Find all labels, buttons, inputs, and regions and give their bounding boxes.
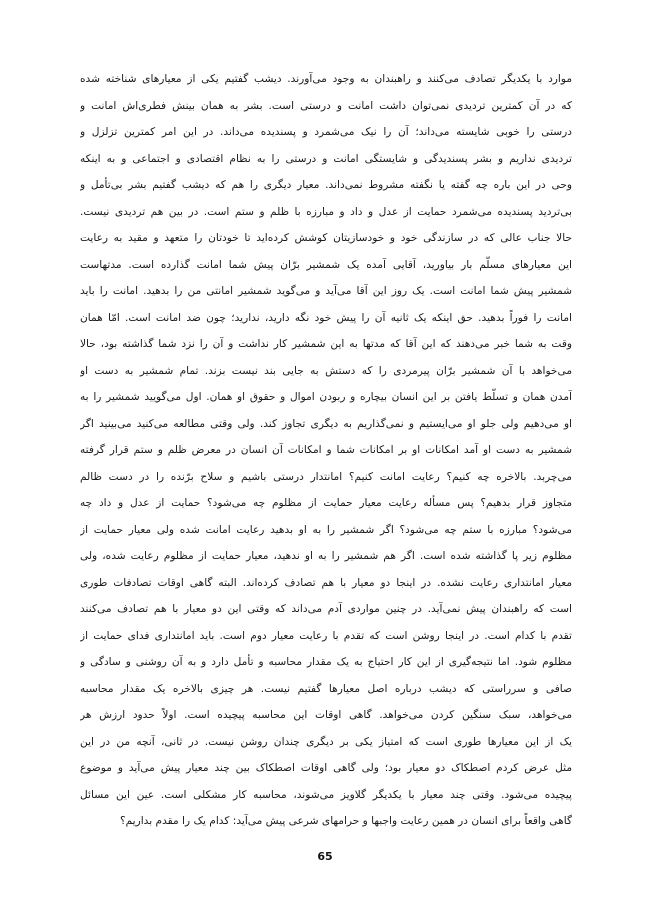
- text-line-1: موارد با یکدیگر تصادف می‌کنند و راهبندان به وجود می‌آورند. دیشب گفتیم یکی از معیارهای شناخته شده: [80, 73, 572, 85]
- text-line-17: متجاوز قرار بدهیم؟ پس مسأله رعایت معیار حمایت از مظلوم چه می‌شود؟ حمایت از عدل و داد چه: [80, 497, 572, 509]
- body-text: [80, 66, 572, 835]
- text-line-7: حالا جناب عالی که در سازندگی خود و خودسازیتان کوشش کرده‌اید تا خودتان را متعهد و مقید به رعایت: [80, 232, 572, 244]
- text-line-19: مظلوم زیر پا گذاشته شده است. اگر هم شمشیر را به او ندهید، معیار حمایت از مظلوم رعایت شده، ولی: [80, 550, 572, 562]
- text-line-16: می‌چربد. بالاخره چه کنیم؟ رعایت امانت کنیم؟ امانتدار درستی باشیم و سلاح برّنده را در دست ظالم: [80, 470, 572, 483]
- text-line-23: مظلوم شود. اما نتیجه‌گیری از این کار احتیاج به یک مقدار محاسبه و تأمل دارد و به آن روشنی و سادگی و: [80, 656, 572, 668]
- text-line-8: این معیارهای مسلّم بار بیاورید، آقایی آمده یک شمشیر برّان پیش شما امانت گذارده است. مدتهاست: [80, 258, 572, 271]
- text-line-26: یک از این معیارها طوری است که امتیاز یکی بر دیگری چندان روشن نیست. در ثانی، آنچه من در این: [80, 735, 572, 748]
- text-line-13: آمدن همان و تسلّط یافتن بر این انسان بیچاره و ربودن اموال و حقوق او همان. اول می‌گویید شمشیر را به: [80, 391, 572, 403]
- text-line-25: می‌خواهد، سبک سنگین کردن می‌خواهد. گاهی اوقات این محاسبه پیچیده است. اولاً حدود ارزش هر: [80, 709, 572, 721]
- page-number: 65: [317, 850, 333, 863]
- text-line-18: می‌شود؟ مبارزه با ستم چه می‌شود؟ اگر شمشیر را به او بدهید رعایت امانت شده ولی معیار حمایت از: [80, 523, 572, 536]
- text-line-9: شمشیر پیش شما امانت است. یک روز این آقا می‌آید و می‌گوید شمشیر امانتی من را بدهید. امانت را باید: [80, 285, 572, 297]
- text-line-27: مثل عرض کردم اصطکاک دو معیار بود؛ ولی گاهی اوقات اصطکاک بین چند معیار پیش می‌آید و موضوع: [80, 762, 572, 774]
- text-line-11: وقت به شما خبر می‌دهند که این آقا که مدتها به این شمشیر کار نداشت و آن را نزد شما گذاشته بود، حالا: [80, 338, 572, 350]
- text-line-20: معیار امانتداری رعایت نشده. در اینجا دو معیار با هم تصادف کرده‌اند. البته گاهی اوقات تصادفات طوری: [80, 576, 572, 589]
- text-line-15: شمشیر به دست او آمد امکانات او بر امکانات شما و امکانات آن انسان در معرض ظلم و ستم قرار گرفته: [80, 444, 572, 456]
- text-line-24: صافی و سرراستی که دیشب درباره اصل معیارها گفتیم نیست. هر چیزی بالاخره یک مقدار محاسبه: [80, 682, 572, 695]
- text-line-14: او می‌دهیم ولی جلو او می‌ایستیم و نمی‌گذاریم به دیگری تجاوز کند. ولی وقتی مطالعه می‌کنید می‌بینید اگر: [80, 417, 572, 430]
- text-line-2: که در آن کمترین تردیدی نمی‌توان داشت امانت و درستی است. بشر به همان بینش فطری‌اش امانت و: [80, 99, 572, 112]
- text-line-3: درستی را خوبی شایسته می‌داند؛ آن را نیک می‌شمرد و پسندیده می‌داند. در این امر کمترین تزلزل و: [80, 126, 572, 138]
- text-line-29: گاهی واقعاً برای انسان در همین رعایت واجبها و حرامهای شرعی پیش می‌آید: کدام یک را مقدم بداریم؟: [119, 815, 572, 827]
- text-line-28: پیچیده می‌شود. وقتی چند معیار با یکدیگر گلاویز می‌شوند، محاسبه کار مشکلی است. عین این مسائل: [80, 788, 572, 801]
- text-line-5: وحی در این باره چه گفته یا نگفته مشروط نمی‌داند. معیار دیگری را هم که دیشب گفتیم بشر بی‌تأمل و: [80, 179, 572, 191]
- text-line-12: می‌خواهد با آن شمشیر برّان پیرمردی را که دستش به جایی بند نیست بزند. تمام شمشیر به دست او: [80, 364, 572, 377]
- text-line-22: تقدم با کدام است. در اینجا روشن است که تقدم با رعایت معیار دوم است. باید امانتداری فدای حمایت از: [80, 629, 572, 642]
- text-line-4: تردیدی نداریم و بشر پسندیدگی و شایستگی امانت و درستی را به نظام اقتصادی و اجتماعی و به اینکه: [80, 152, 572, 165]
- text-line-21: است که راهبندان پیش نمی‌آید. در چنین مواردی آدم می‌داند که وقتی این دو معیار با هم تصادف می‌کنند: [80, 603, 572, 615]
- text-line-10: امانت را فوراً بدهید. حق اینکه یک ثانیه آن را پیش خود نگه دارید، ندارید؛ چون ضد امانت است. امّا همان: [80, 311, 572, 324]
- text-line-6: بی‌تردید پسندیده می‌شمرد حمایت از عدل و داد و مبارزه با ظلم و ستم است. در بین هم تردیدی نیست.: [80, 205, 572, 218]
